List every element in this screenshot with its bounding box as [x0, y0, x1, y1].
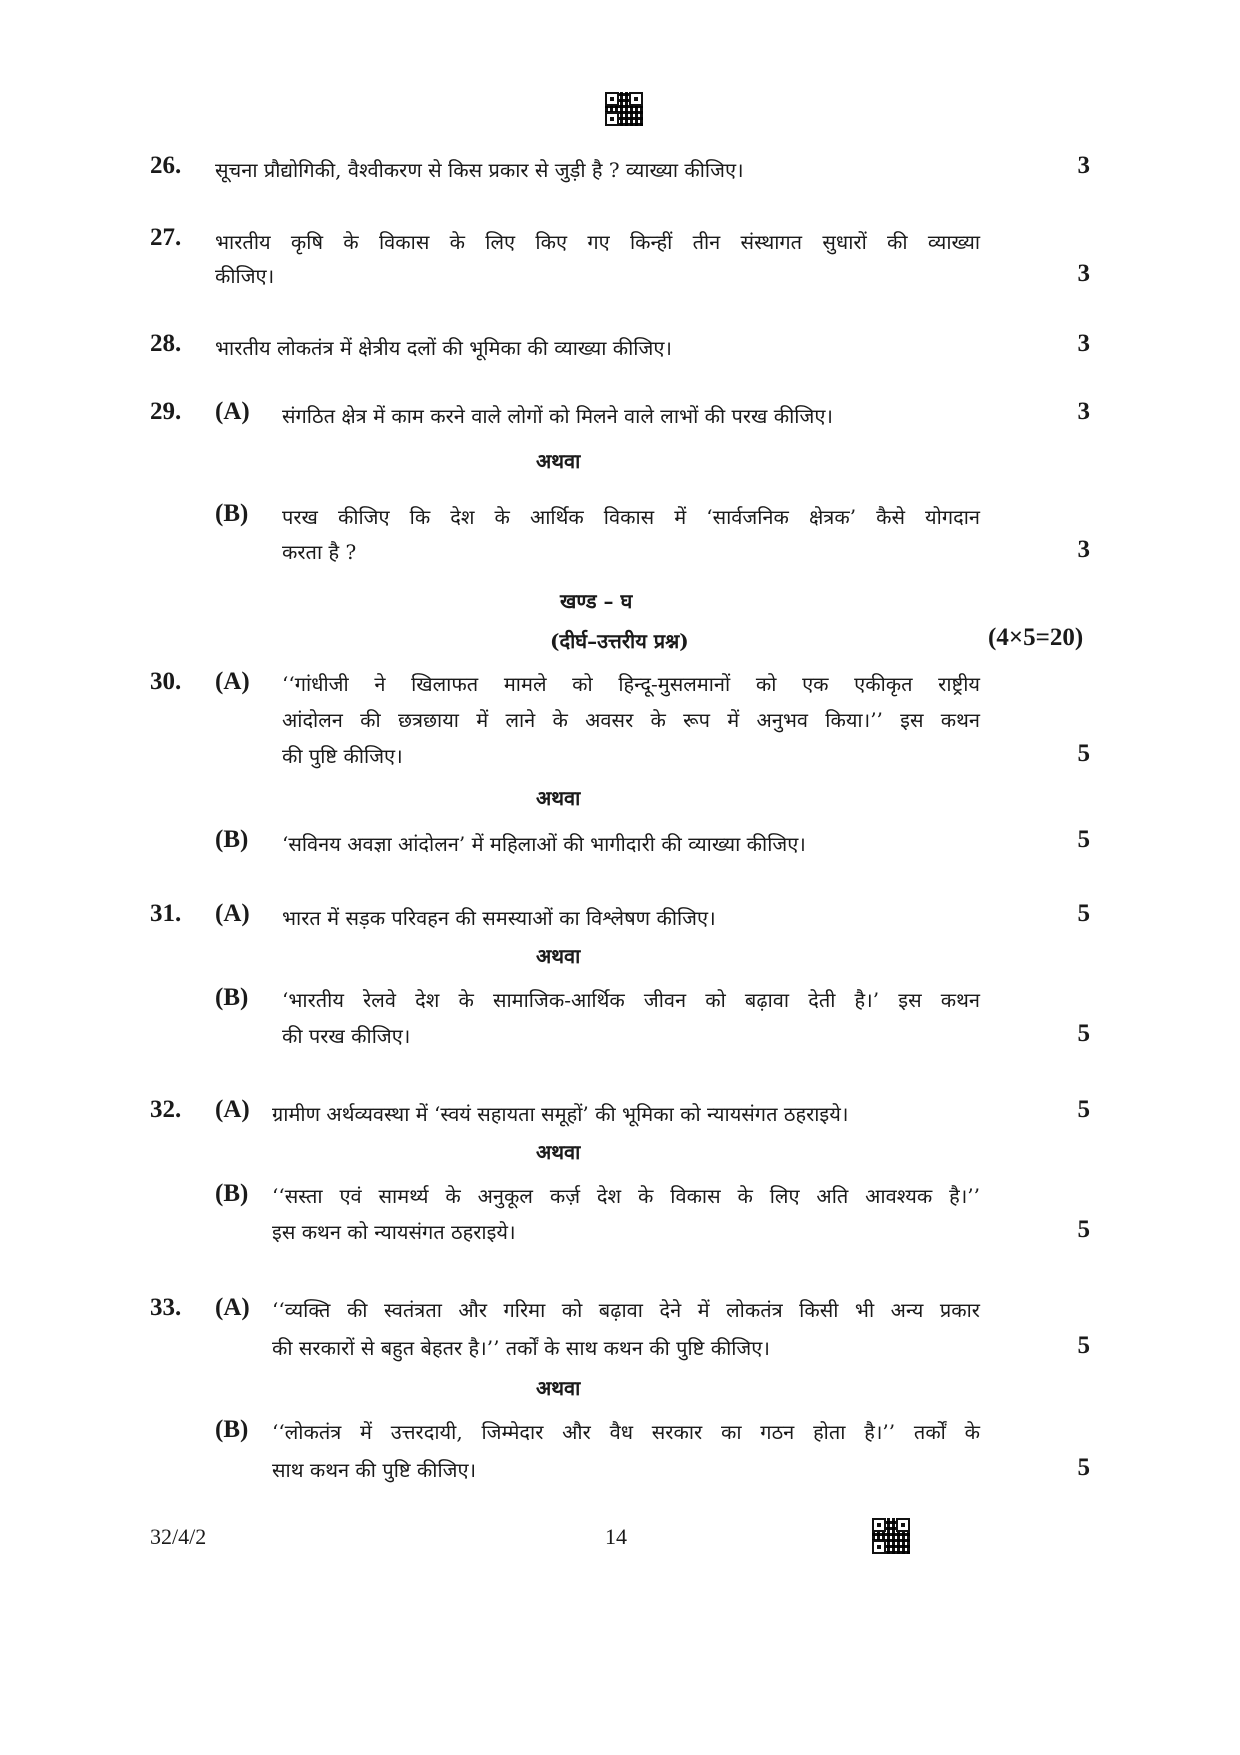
or-separator: अथवा	[536, 786, 581, 810]
marks: 5	[1077, 740, 1090, 767]
option-label: (A)	[215, 1096, 250, 1123]
marks: 5	[1077, 1020, 1090, 1047]
marks: 5	[1077, 1096, 1090, 1123]
or-separator: अथवा	[536, 1376, 581, 1400]
option-label: (B)	[215, 500, 249, 527]
question-number: 31.	[150, 900, 182, 927]
option-label: (A)	[215, 900, 250, 927]
paper-code: 32/4/2	[150, 1524, 207, 1549]
section-title: खण्ड – घ	[560, 589, 633, 613]
question-text: भारतीय लोकतंत्र में क्षेत्रीय दलों की भूमिका की व्याख्या कीजिए।	[215, 336, 672, 360]
or-separator: अथवा	[536, 944, 581, 968]
marks: 3	[1077, 536, 1090, 563]
question-text: भारत में सड़क परिवहन की समस्याओं का विश्लेषण कीजिए।	[282, 906, 716, 930]
marks: 3	[1077, 330, 1090, 357]
question-text: कीजिए।	[215, 264, 275, 288]
question-text: ‘भारतीय रेलवे देश के सामाजिक-आर्थिक जीवन को बढ़ावा देती है।’ इस कथन	[282, 988, 980, 1012]
marks: 3	[1077, 260, 1090, 287]
qr-code-icon	[605, 92, 643, 126]
option-label: (A)	[215, 1294, 250, 1321]
section-subtitle: (दीर्घ–उत्तरीय प्रश्न)	[550, 629, 689, 653]
question-text: ग्रामीण अर्थव्यवस्था में ‘स्वयं सहायता समूहों’ की भूमिका को न्यायसंगत ठहराइये।	[272, 1102, 849, 1126]
question-text: की परख कीजिए।	[282, 1024, 411, 1048]
question-number: 27.	[150, 224, 182, 251]
question-number: 29.	[150, 398, 182, 425]
or-separator: अथवा	[536, 449, 581, 473]
question-text: संगठित क्षेत्र में काम करने वाले लोगों को मिलने वाले लाभों की परख कीजिए।	[282, 404, 833, 428]
option-label: (A)	[215, 668, 250, 695]
question-text: की पुष्टि कीजिए।	[282, 744, 403, 768]
option-label: (B)	[215, 826, 249, 853]
qr-code-icon	[872, 1518, 910, 1554]
question-text: सूचना प्रौद्योगिकी, वैश्वीकरण से किस प्रकार से जुड़ी है ? व्याख्या कीजिए।	[215, 158, 744, 182]
question-number: 30.	[150, 668, 182, 695]
question-text: करता है ?	[282, 540, 357, 564]
question-text: की सरकारों से बहुत बेहतर है।’’ तर्कों के साथ कथन की पुष्टि कीजिए।	[272, 1336, 770, 1360]
marks: 5	[1077, 1454, 1090, 1481]
question-text: परख कीजिए कि देश के आर्थिक विकास में ‘सार्वजनिक क्षेत्रक’ कैसे योगदान	[282, 505, 980, 529]
question-number: 26.	[150, 152, 182, 179]
marks: 5	[1077, 826, 1090, 853]
question-text: ‘‘व्यक्ति की स्वतंत्रता और गरिमा को बढ़ावा देने में लोकतंत्र किसी भी अन्य प्रकार	[272, 1298, 980, 1322]
option-label: (B)	[215, 984, 249, 1011]
marks: 5	[1077, 1332, 1090, 1359]
option-label: (B)	[215, 1180, 249, 1207]
question-number: 28.	[150, 330, 182, 357]
or-separator: अथवा	[536, 1140, 581, 1164]
marks: 3	[1077, 398, 1090, 425]
marks: 5	[1077, 900, 1090, 927]
question-text: भारतीय कृषि के विकास के लिए किए गए किन्हीं तीन संस्थागत सुधारों की व्याख्या	[215, 230, 980, 254]
question-text: ‘‘लोकतंत्र में उत्तरदायी, जिम्मेदार और वैध सरकार का गठन होता है।’’ तर्कों के	[272, 1420, 980, 1444]
marks: 5	[1077, 1216, 1090, 1243]
question-text: ‘‘सस्ता एवं सामर्थ्य के अनुकूल कर्ज़ देश के विकास के लिए अति आवश्यक है।’’	[272, 1184, 980, 1208]
question-text: ‘‘गांधीजी ने खिलाफत मामले को हिन्दू-मुसलमानों को एक एकीकृत राष्ट्रीय	[282, 672, 980, 696]
question-text: इस कथन को न्यायसंगत ठहराइये।	[272, 1220, 516, 1244]
marks: 3	[1077, 152, 1090, 179]
question-text: आंदोलन की छत्रछाया में लाने के अवसर के रूप में अनुभव किया।’’ इस कथन	[282, 708, 980, 732]
option-label: (A)	[215, 398, 250, 425]
option-label: (B)	[215, 1416, 249, 1443]
question-text: ‘सविनय अवज्ञा आंदोलन’ में महिलाओं की भागीदारी की व्याख्या कीजिए।	[282, 832, 806, 856]
section-marks-scheme: (4×5=20)	[988, 624, 1084, 651]
question-number: 32.	[150, 1096, 182, 1123]
page-number: 14	[605, 1524, 627, 1549]
question-number: 33.	[150, 1294, 182, 1321]
question-text: साथ कथन की पुष्टि कीजिए।	[272, 1458, 477, 1482]
